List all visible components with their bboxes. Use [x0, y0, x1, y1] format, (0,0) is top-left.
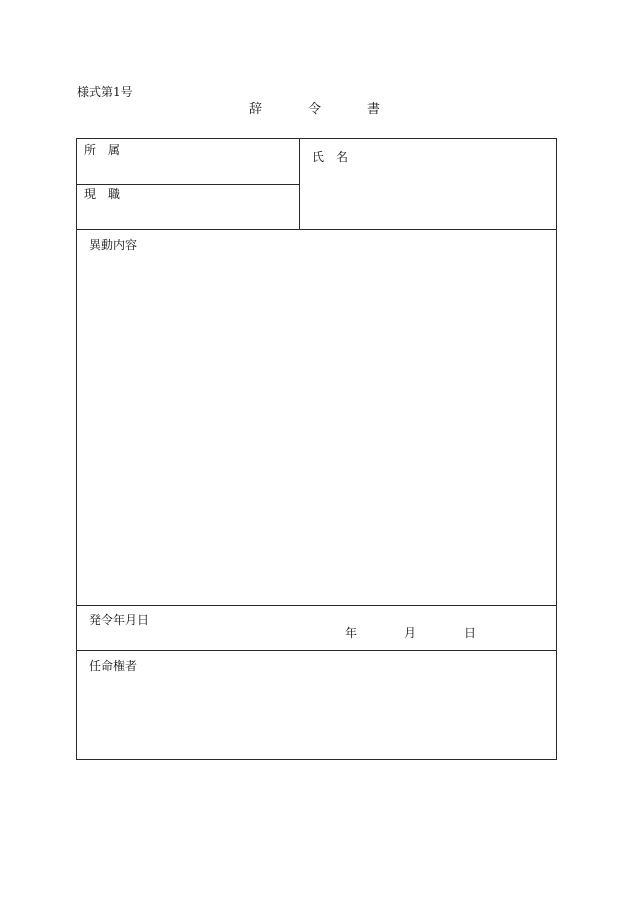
month-label: 月: [404, 626, 417, 640]
form-number: 様式第1号: [77, 85, 133, 99]
appointing-authority-label: 任命権者: [89, 659, 138, 673]
affiliation-label: 所 属: [84, 143, 121, 157]
name-label: 氏 名: [312, 150, 349, 164]
day-label: 日: [464, 626, 477, 640]
appointment-form-table: [76, 138, 557, 760]
transfer-details-label: 異動内容: [89, 238, 138, 252]
current-position-label: 現 職: [84, 187, 121, 201]
horizontal-divider-authority: [77, 650, 556, 651]
year-label: 年: [345, 626, 358, 640]
issue-date-label: 発令年月日: [89, 613, 150, 627]
document-title-char-2: 令: [308, 102, 322, 117]
horizontal-divider-transfer: [77, 229, 556, 230]
document-title-char-1: 辞: [249, 102, 263, 117]
horizontal-divider-issue-date: [77, 605, 556, 606]
document-title-char-3: 書: [367, 102, 381, 117]
horizontal-divider-affiliation: [77, 184, 300, 185]
